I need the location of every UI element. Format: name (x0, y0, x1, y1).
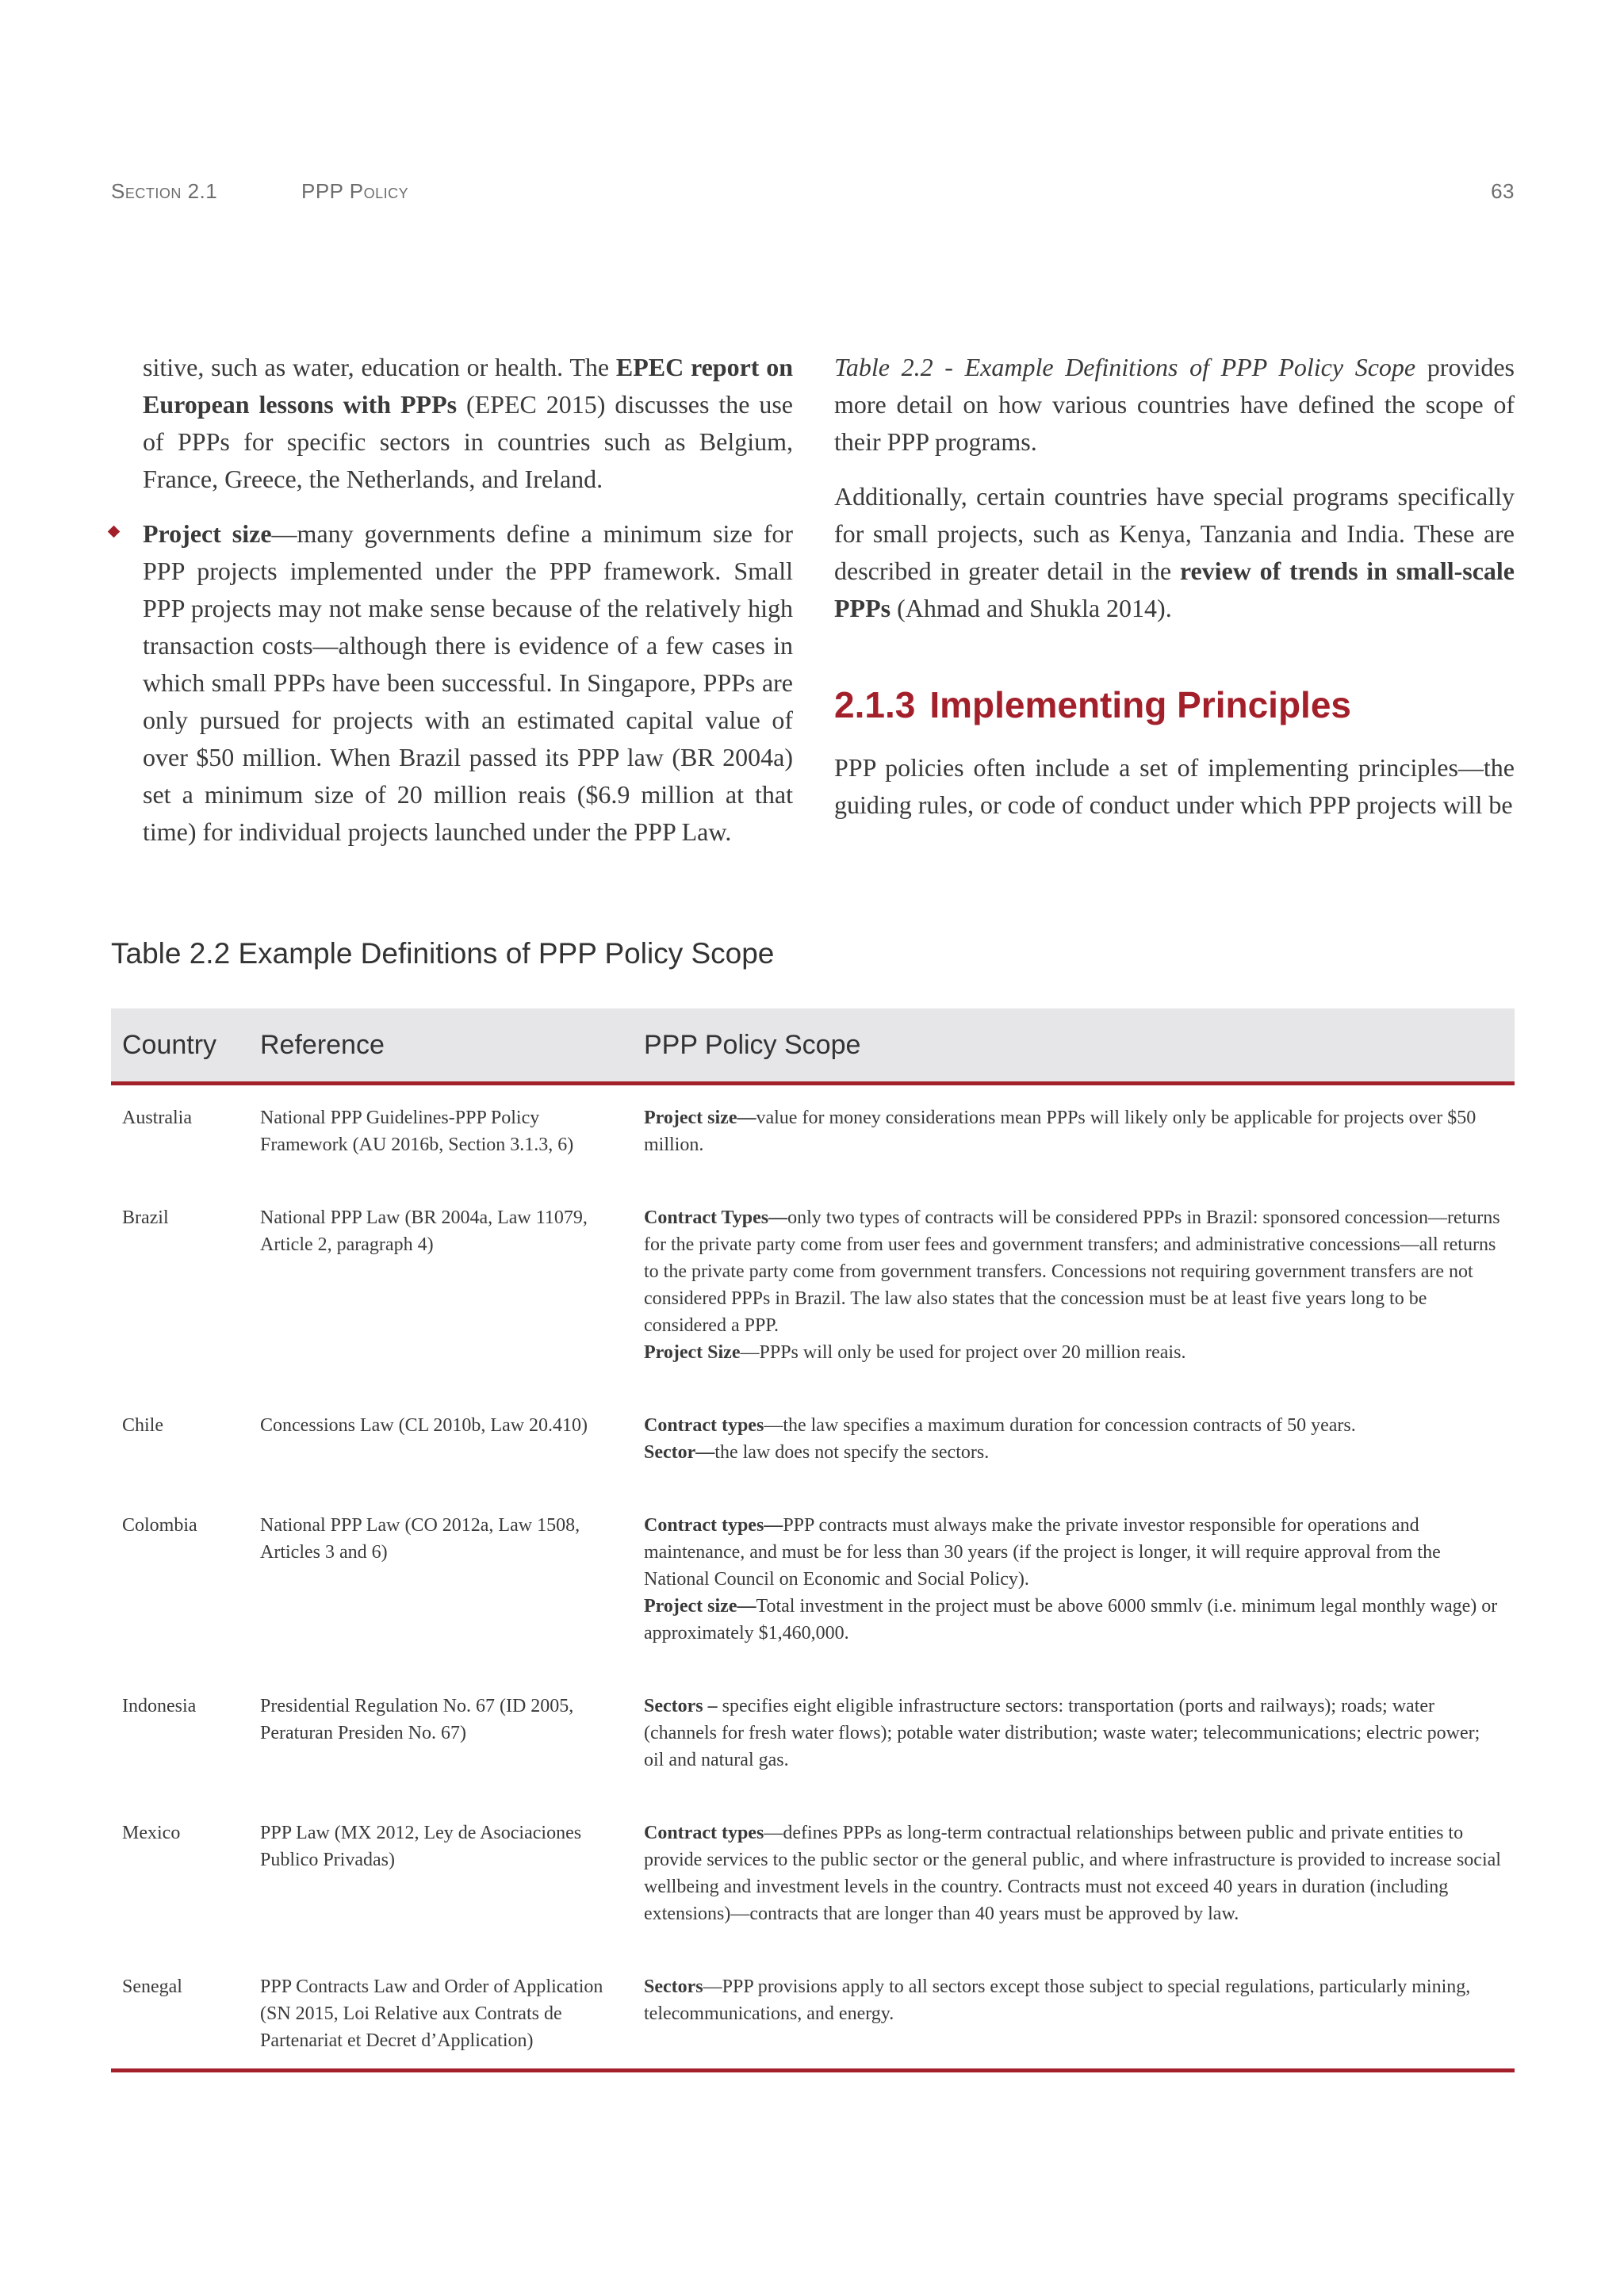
scope-label: Project size— (644, 1596, 756, 1617)
diamond-bullet-icon (108, 526, 121, 538)
cell-reference: PPP Law (MX 2012, Ley de Asociaciones Publico Privadas) (260, 1823, 582, 1870)
text-run: (Ahmad and Shukla 2014). (891, 594, 1172, 622)
table-row (111, 1674, 1515, 1800)
table-row (111, 1185, 1515, 1393)
header-country: Country (111, 1008, 249, 1084)
scope-text: the law does not specify the sectors. (714, 1442, 990, 1463)
section-heading (834, 683, 1515, 727)
table-row (111, 1954, 1515, 2071)
scope-text: —PPP provisions apply to all sectors except those subject to special regulations, particularly mining, telecommunications, and energy. (644, 1976, 1471, 2024)
cell-reference: National PPP Law (BR 2004a, Law 11079, Article 2, paragraph 4) (260, 1207, 588, 1255)
scope-text: value for money considerations mean PPPs will likely only be applicable for projects over $50 million. (644, 1108, 1477, 1155)
cell-reference: Presidential Regulation No. 67 (ID 2005, Peraturan Presiden No. 67) (260, 1696, 574, 1743)
running-header (111, 179, 1515, 211)
policy-scope-table (111, 1008, 1515, 2072)
scope-entry (644, 1204, 1503, 1339)
link-small-scale-review[interactable]: review of trends in small-scale PPPs (834, 557, 1515, 622)
cell-scope (633, 1185, 1515, 1393)
text-run: sitive, such as water, education or health. The (143, 353, 616, 381)
paragraph-sector-continuation (143, 349, 793, 498)
table-crossref[interactable]: Table 2.2 - Example Definitions of PPP Policy Scope (834, 353, 1416, 381)
cell-scope (633, 1084, 1515, 1186)
cell-country: Australia (122, 1108, 192, 1128)
page-number: 63 (1491, 179, 1515, 203)
scope-entry (644, 1339, 1503, 1366)
paragraph-table-reference (834, 349, 1515, 461)
scope-label: Sectors (644, 1976, 703, 1997)
section-title: Implementing Principles (929, 684, 1351, 725)
section-number: 2.1.3 (834, 684, 916, 725)
left-column (143, 349, 793, 851)
text-run: provides more detail on how various countries have defined the scope of their PPP programs. (834, 353, 1515, 456)
bullet-project-size (143, 515, 793, 851)
header-chapter: PPP Policy (301, 179, 409, 203)
scope-text: —the law specifies a maximum duration for concession contracts of 50 years. (764, 1415, 1356, 1436)
cell-country: Chile (122, 1415, 163, 1436)
table-row (111, 1084, 1515, 1186)
scope-entry (644, 1104, 1503, 1158)
cell-scope (633, 1674, 1515, 1800)
cell-scope (633, 1954, 1515, 2071)
text-run: (EPEC 2015) discusses the use of PPPs for specific sectors in countries such as Belgium, France, Greece, the Netherlands, and Ireland. (143, 390, 794, 493)
cell-scope (633, 1393, 1515, 1493)
header-section: Section 2.1 (111, 179, 218, 203)
scope-label: Project size— (644, 1108, 756, 1128)
scope-entry (644, 1439, 1503, 1466)
text-run: Additionally, certain countries have special programs specifically for small projects, such as Kenya, Tanzania and India. These are described in greater detail in the (834, 482, 1515, 585)
scope-entry (644, 1973, 1503, 2027)
scope-label: Project Size (644, 1342, 741, 1363)
table-row (111, 1800, 1515, 1954)
bullet-label: Project size (143, 519, 272, 548)
paragraph-small-projects (834, 478, 1515, 627)
link-epec-report[interactable]: EPEC report on European lessons with PPPs (143, 353, 794, 419)
scope-label: Sector— (644, 1442, 715, 1463)
table-row (111, 1393, 1515, 1493)
cell-scope (633, 1493, 1515, 1674)
scope-text: PPP contracts must always make the private investor responsible for operations and maintenance, and must be for less than 30 years (if the project is longer, it will require approval from the National Council on Economic and Social Policy). (644, 1515, 1441, 1590)
scope-text: only two types of contracts will be considered PPPs in Brazil: sponsored concession—returns for the private party come from user fees and government transfers; and administrative concessions—all returns to the private party come from government transfers. Concessions not requiring government transfers are not considered PPPs in Brazil. The law also states that the concession must be at least five years long to be considered a PPP. (644, 1207, 1500, 1336)
scope-text: —defines PPPs as long-term contractual relationships between public and private entities to provide services to the public sector or the general public, and where infrastructure is provided to increase social wellbeing and investment levels in the country. Contracts must not exceed 40 years in duration (including extensions)—contracts that are longer than 40 years must be approved by law. (644, 1823, 1501, 1924)
scope-text: specifies eight eligible infrastructure sectors: transportation (ports and railways); roads; water (channels for fresh water flows); potable water distribution; waste water; telecommunications; electric power; oil and natural gas. (644, 1696, 1480, 1770)
scope-entry (644, 1593, 1503, 1647)
scope-label: Contract types (644, 1823, 764, 1843)
cell-reference: PPP Contracts Law and Order of Application (SN 2015, Loi Relative aux Contrats de Partenariat et Decret d’Application) (249, 1954, 633, 2071)
scope-text: —PPPs will only be used for project over 20 million reais. (740, 1342, 1186, 1363)
cell-country: Indonesia (122, 1696, 197, 1716)
right-column (834, 349, 1515, 824)
scope-label: Contract Types— (644, 1207, 788, 1228)
bullet-text: —many governments define a minimum size for PPP projects implemented under the PPP framework. Small PPP projects may not make sense because of the relatively high transaction costs—although there is evidence of a few cases in which small PPPs have been successful. In Singapore, PPPs are only pursued for projects with an estimated capital value of over $50 million. When Brazil passed its PPP law (BR 2004a) set a minimum size of 20 million reais ($6.9 million at that time) for individual projects launched under the PPP Law. (143, 519, 794, 846)
scope-entry (644, 1693, 1503, 1774)
scope-label: Contract types— (644, 1515, 783, 1536)
scope-entry (644, 1820, 1503, 1927)
header-scope: PPP Policy Scope (633, 1008, 1515, 1084)
paragraph-implementing-principles: PPP policies often include a set of implementing principles—the guiding rules, or code of conduct under which PPP projects will be (834, 753, 1515, 819)
scope-entry (644, 1512, 1503, 1593)
scope-entry (644, 1412, 1503, 1439)
cell-country: Senegal (111, 1954, 249, 2071)
cell-country: Mexico (122, 1823, 181, 1843)
cell-scope (633, 1800, 1515, 1954)
table-row (111, 1493, 1515, 1674)
table-title: Table 2.2 Example Definitions of PPP Policy Scope (111, 937, 775, 970)
table-header-row (111, 1008, 1515, 1084)
cell-reference: National PPP Law (CO 2012a, Law 1508, Articles 3 and 6) (260, 1515, 580, 1563)
scope-text: Total investment in the project must be above 6000 smmlv (i.e. minimum legal monthly wage) or approximately $1,460,000. (644, 1596, 1498, 1644)
cell-reference: Concessions Law (CL 2010b, Law 20.410) (260, 1415, 588, 1436)
scope-label: Contract types (644, 1415, 764, 1436)
cell-country: Colombia (122, 1515, 197, 1536)
cell-reference: National PPP Guidelines-PPP Policy Framework (AU 2016b, Section 3.1.3, 6) (260, 1108, 574, 1155)
cell-country: Brazil (122, 1207, 169, 1228)
scope-label: Sectors – (644, 1696, 722, 1716)
header-reference: Reference (249, 1008, 633, 1084)
